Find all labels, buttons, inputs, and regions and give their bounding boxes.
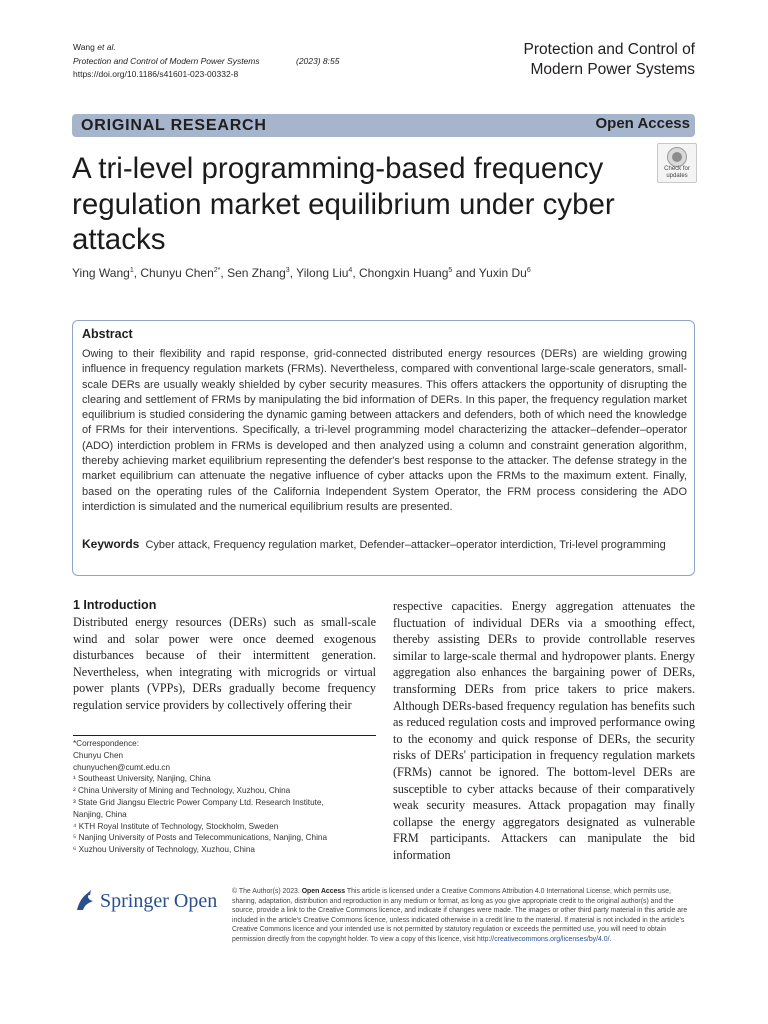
keywords-label: Keywords bbox=[82, 537, 140, 551]
footnote-line: Chunyu Chen bbox=[73, 750, 124, 760]
author-item[interactable] bbox=[227, 266, 296, 280]
volume-pages: (2023) 8:55 bbox=[296, 55, 340, 66]
author-separator: , bbox=[289, 266, 297, 280]
footnote-line: *Correspondence: bbox=[73, 739, 139, 748]
author-name: Sen Zhang bbox=[227, 266, 286, 280]
open-access-label: Open Access bbox=[595, 115, 690, 132]
author-affiliation-sup: 6 bbox=[526, 267, 531, 274]
author-name: Yilong Liu bbox=[296, 266, 349, 280]
article-title: A tri-level programming-based frequency regulation market equilibrium under cyber attacks bbox=[72, 152, 615, 256]
license-end: . bbox=[609, 935, 612, 943]
abstract-heading: Abstract bbox=[82, 327, 133, 341]
license-text bbox=[232, 887, 695, 945]
check-updates-line1: Check for bbox=[664, 166, 690, 172]
footnote-line: ⁵ Nanjing University of Posts and Telecommunications, Nanjing, China bbox=[73, 833, 327, 843]
footnote-line: Nanjing, China bbox=[73, 809, 127, 819]
license-link[interactable]: http://creativecommons.org/licenses/by/4.0/ bbox=[476, 935, 610, 943]
springer-word: Springer bbox=[100, 890, 169, 912]
license-body: This article is licensed under a Creative Commons Attribution 4.0 International License, which permits use, sharing, adaptation, distribution and reproduction in any medium or format, as long as you give appropriate credit to the original author(s) and the source, provide a link to the Creative Commons licence, and indicate if changes were made. The images or other third party material in this article are included in the article's Creative Commons licence, unless indicated otherwise in a credit line to the material. If material is not included in the article's Creative Commons licence and your intended use is not permitted by statutory regulation or exceeds the permitted use, you will need to obtain permission directly from the copyright holder. To view a copy of this licence, visit bbox=[232, 888, 688, 943]
author-short: Wang bbox=[73, 42, 98, 52]
doi-link[interactable]: https://doi.org/10.1186/s41601-023-00332-8 bbox=[73, 69, 239, 79]
journal-name-line2: Modern Power Systems bbox=[530, 61, 695, 78]
journal-italic: Protection and Control of Modern Power Systems bbox=[73, 55, 260, 66]
author-affiliation-sup: 4 bbox=[348, 267, 353, 274]
crossmark-icon bbox=[667, 147, 687, 167]
abstract-text: Owing to their flexibility and rapid response, grid-connected distributed energy resources (DERs) are wielding growing influence in frequency regulation markets (FRMs). Nevertheless, compared with conventional large-scale generators, small-scale DERs are usually weakly shielded by cyber security measures. This offers attackers the opportunity of disrupting the clearing and settlement of FRMs by manipulating the bid information of DERs. In this paper, the frequency regulation market equilibrium is studied considering the dynamic gaming between attackers and defenders, both of which need the knowledge of FRMs for their interventions. Specifically, a tri-level programming model characterizing the attacker–defender–operator (ADO) interdiction problem in FRMs is developed and then analyzed using a column and constraint generation algorithm, thereby achieving market equilibrium representing the defender's best response to the attacker. The defense strategy in the market equilibrium can attenuate the negative influence of cyber attacks upon the FRMs to the maximum extent. Finally, based on the operating rules of the California Independent System Operator, the FRM process considering the ADO interdiction is simulated and the numerical equilibrium results are presented. bbox=[82, 348, 687, 513]
author-name: Chongxin Huang bbox=[359, 266, 449, 280]
section-heading-introduction: 1 Introduction bbox=[73, 598, 157, 612]
check-updates-text bbox=[658, 166, 696, 180]
article-type-banner bbox=[72, 114, 695, 137]
author-affiliation-sup: 2* bbox=[213, 267, 221, 274]
footnote-line: ⁶ Xuzhou University of Technology, Xuzhou, China bbox=[73, 845, 255, 855]
article-type-label: ORIGINAL RESEARCH bbox=[81, 117, 267, 134]
author-separator: and bbox=[452, 266, 479, 280]
footnote-line[interactable]: chunyuchen@cumt.edu.cn bbox=[73, 762, 171, 772]
check-for-updates-badge[interactable] bbox=[657, 143, 697, 183]
intro-left-column: Distributed energy resources (DERs) such as small-scale wind and solar power were once deemed exogenous disturbances because of their intermittent generation. Nevertheless, when integrating with microgrids or virtual power plants (VPPs), DERs gradually become frequency regulation service providers by collectively offering their bbox=[73, 615, 376, 712]
open-word: Open bbox=[173, 890, 218, 912]
footnotes bbox=[73, 738, 376, 856]
author-name: Ying Wang bbox=[72, 266, 130, 280]
et-al: et al. bbox=[97, 42, 116, 52]
author-name: Yuxin Du bbox=[478, 266, 527, 280]
keywords-text: Cyber attack, Frequency regulation market, Defender–attacker–operator interdiction, Tri-level programming bbox=[145, 539, 666, 551]
author-separator: , bbox=[220, 266, 228, 280]
abstract-box bbox=[72, 320, 695, 576]
article-meta bbox=[73, 41, 340, 82]
author-affiliation-sup: 3 bbox=[285, 267, 290, 274]
springer-wordmark bbox=[100, 890, 217, 913]
author-separator: , bbox=[133, 266, 141, 280]
intro-right-column: respective capacities. Energy aggregation attenuates the fluctuation of individual DERs via a smoothing effect, thereby assisting DERs to provide controllable reserves similar to large-scale thermal and hydropower plants. Energy aggregation also enhances the bargaining power of DERs, transforming DERs from price takers to price makers. Although DERs-based frequency regulation has benefits such as reduced regulation costs and improved performance owing to the economy and quick response of DERs, the security risks of DERs' participation in frequency regulation markets (FRMs) cannot be ignored. The bottom-level DERs are susceptible to cyber attacks because of their comparatively weak security measures. Attack propagation may finally collapse the energy aggregators designated as vulnerable FRM participants. Attackers can manipulate the bid information bbox=[393, 599, 695, 862]
author-affiliation-sup: 1 bbox=[129, 267, 134, 274]
footnote-line: ² China University of Mining and Technology, Xuzhou, China bbox=[73, 786, 291, 796]
author-separator: , bbox=[352, 266, 359, 280]
author-affiliation-sup: 5 bbox=[448, 267, 453, 274]
keywords bbox=[82, 537, 687, 553]
footnote-line: ³ State Grid Jiangsu Electric Power Company Ltd. Research Institute, bbox=[73, 797, 324, 807]
footnote-divider bbox=[73, 735, 376, 736]
author-line bbox=[73, 41, 260, 55]
author-item[interactable] bbox=[296, 266, 359, 280]
author-item[interactable] bbox=[479, 266, 531, 280]
springer-horse-icon bbox=[73, 888, 97, 914]
author-item[interactable] bbox=[359, 266, 479, 280]
author-list bbox=[72, 263, 531, 281]
license-open-access: Open Access bbox=[301, 888, 346, 895]
check-updates-line2: updates bbox=[666, 173, 688, 179]
author-name: Chunyu Chen bbox=[140, 266, 214, 280]
springer-open-logo bbox=[73, 886, 223, 920]
footnote-line: ⁴ KTH Royal Institute of Technology, Stockholm, Sweden bbox=[73, 821, 279, 831]
license-prefix: © The Author(s) 2023. bbox=[232, 888, 302, 895]
journal-name-line1: Protection and Control of bbox=[523, 41, 695, 58]
author-item[interactable] bbox=[140, 266, 227, 280]
journal-name bbox=[524, 40, 695, 80]
journal-line bbox=[73, 55, 260, 69]
author-item[interactable] bbox=[72, 266, 140, 280]
footnote-line: ¹ Southeast University, Nanjing, China bbox=[73, 774, 211, 784]
